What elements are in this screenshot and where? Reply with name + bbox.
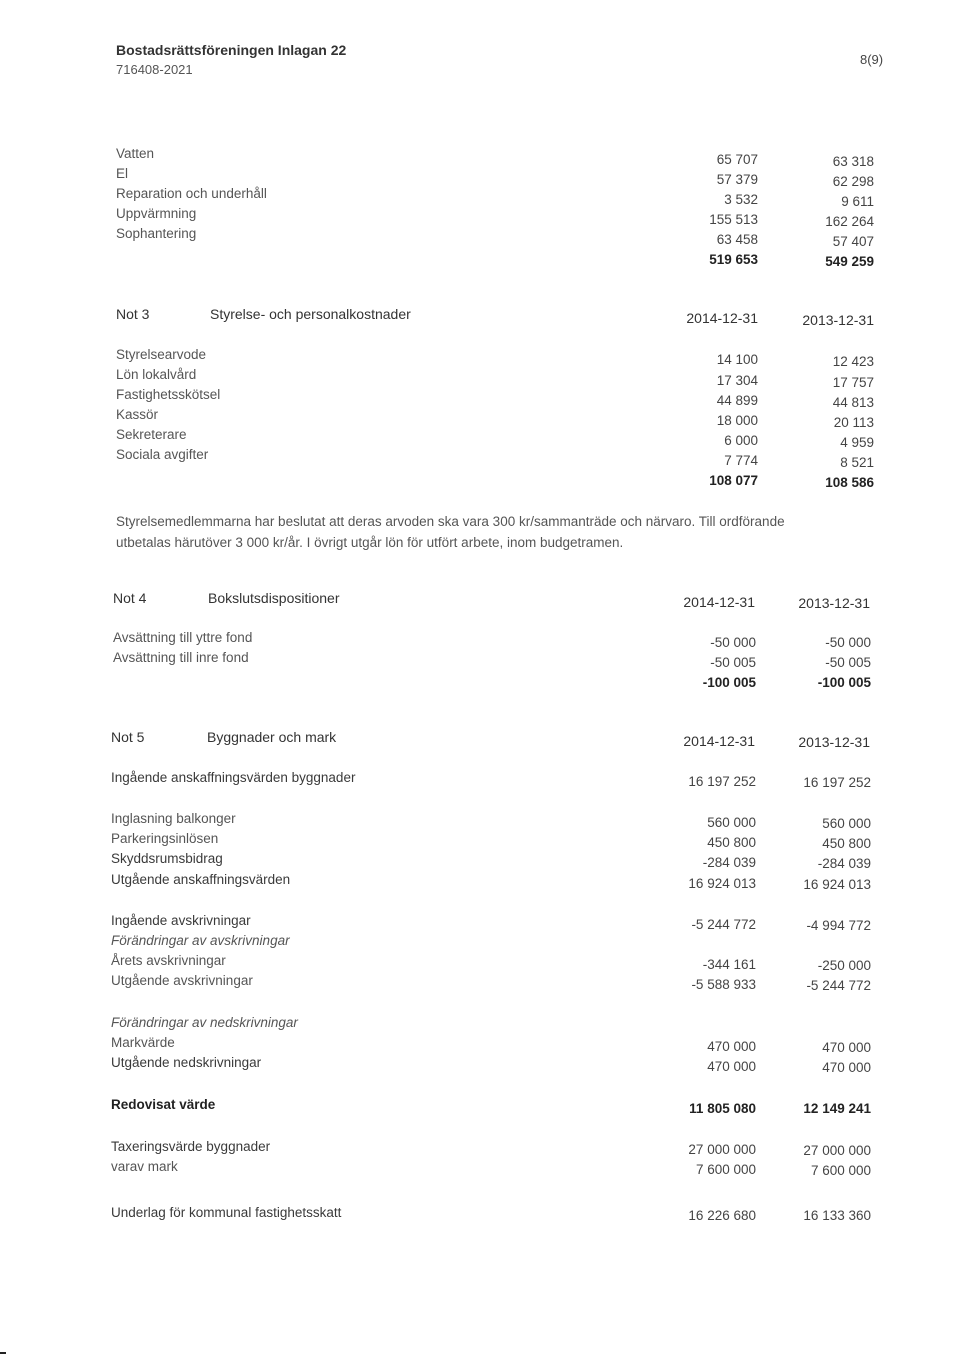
value-2013: 470 000 [822,1060,871,1075]
value-2013: 16 924 013 [803,877,871,892]
board-fee-text: Styrelsemedlemmarna har beslutat att deras arvoden ska vara 300 kr/sammanträde och närvaro. Till ordförande [116,514,785,529]
organization-number: 716408-2021 [116,62,193,77]
row-label: Lön lokalvård [116,367,197,382]
value-2014: -344 161 [702,957,756,972]
value-2013: 560 000 [822,816,871,831]
value-2014: 16 924 013 [688,876,756,891]
value-2014: -5 244 772 [691,917,756,932]
value-2014: -284 039 [702,855,756,870]
row-label: Avsättning till yttre fond [113,630,253,645]
row-label: varav mark [111,1159,178,1174]
value-2014: 470 000 [707,1059,756,1074]
total-2014: 11 805 080 [689,1101,756,1116]
row-label: El [116,166,129,181]
note-title: Byggnader och mark [207,729,337,745]
row-label: Parkeringsinlösen [111,831,219,846]
note-title: Bokslutsdispositioner [208,590,340,606]
value-2014: 155 513 [709,212,758,227]
value-2013: 7 600 000 [810,1163,871,1178]
row-label: Sociala avgifter [116,447,209,462]
row-label: Fastighetsskötsel [116,387,221,402]
column-header-2013: 2013-12-31 [802,312,874,328]
value-2013: 57 407 [832,234,874,249]
value-2013: 450 800 [822,836,871,851]
value-2014: 63 458 [716,232,758,247]
row-label: Ingående anskaffningsvärden byggnader [111,770,356,785]
total-2013: 549 259 [825,254,874,269]
row-label: Skyddsrumsbidrag [111,851,223,866]
value-2013: -250 000 [817,958,871,973]
value-2013: -50 000 [825,635,871,650]
value-2013: 8 521 [840,455,874,470]
row-label: Vatten [116,146,155,161]
value-2014: 27 000 000 [688,1142,756,1157]
value-2014: 450 800 [707,835,756,850]
row-label: Utgående anskaffningsvärden [111,872,291,887]
value-2013: -50 005 [825,655,871,670]
value-2014: 18 000 [716,413,758,428]
row-label: Avsättning till inre fond [113,650,249,665]
value-2013: 63 318 [832,154,874,169]
value-2013: -5 244 772 [806,978,871,993]
organization-name: Bostadsrättsföreningen Inlagan 22 [116,42,347,58]
value-2014: 44 899 [716,393,758,408]
value-2014: 3 532 [724,192,758,207]
total-2013: -100 005 [817,675,871,690]
page-number: 8(9) [860,52,884,67]
value-2014: 560 000 [707,815,756,830]
row-label: Uppvärmning [116,206,197,221]
row-label: Ingående avskrivningar [111,913,251,928]
value-2013: 16 197 252 [803,775,871,790]
value-2013: 9 611 [841,194,874,209]
scan-edge-mark [0,1352,6,1354]
row-label: Sekreterare [116,427,187,442]
value-2014: -50 000 [710,635,756,650]
value-2013: 16 133 360 [803,1208,871,1223]
value-2014: -5 588 933 [691,977,756,992]
row-label: Sophantering [116,226,197,241]
note-title: Styrelse- och personalkostnader [210,306,411,322]
value-2014: 57 379 [716,172,758,187]
board-fee-text: utbetalas härutöver 3 000 kr/år. I övrigt utgår lön för utfört arbete, inom budgetramen. [116,535,624,550]
note-label: Not 5 [111,729,145,745]
value-2014: 65 707 [716,152,758,167]
total-2014: -100 005 [702,675,756,690]
value-2014: 17 304 [716,373,758,388]
row-label: Kassör [116,407,159,422]
value-2014: 7 600 000 [695,1162,756,1177]
value-2013: 44 813 [832,395,874,410]
column-header-2014: 2014-12-31 [683,594,755,610]
row-label: Inglasning balkonger [111,811,236,826]
value-2013: 12 423 [832,354,874,369]
row-label: Redovisat värde [111,1097,216,1112]
row-label: Förändringar av nedskrivningar [111,1015,298,1030]
column-header-2013: 2013-12-31 [798,595,870,611]
row-label: Reparation och underhåll [116,186,267,201]
value-2014: 6 000 [724,433,758,448]
value-2014: 7 774 [724,453,758,468]
value-2013: 470 000 [822,1040,871,1055]
column-header-2013: 2013-12-31 [798,734,870,750]
column-header-2014: 2014-12-31 [686,310,758,326]
value-2013: -4 994 772 [806,918,871,933]
value-2014: -50 005 [710,655,756,670]
value-2014: 14 100 [716,352,758,367]
value-2013: 62 298 [832,174,874,189]
total-2014: 108 077 [709,473,758,488]
value-2014: 16 226 680 [688,1208,756,1223]
row-label: Styrelsearvode [116,347,207,362]
row-label: Förändringar av avskrivningar [111,933,290,948]
value-2013: -284 039 [817,856,871,871]
row-label: Taxeringsvärde byggnader [111,1139,271,1154]
value-2013: 27 000 000 [803,1143,871,1158]
value-2013: 20 113 [833,415,874,430]
row-label: Underlag för kommunal fastighetsskatt [111,1205,342,1220]
column-header-2014: 2014-12-31 [683,733,755,749]
total-2013: 12 149 241 [803,1101,871,1116]
value-2013: 162 264 [825,214,874,229]
note-label: Not 3 [116,306,150,322]
row-label: Årets avskrivningar [111,953,226,968]
row-label: Utgående nedskrivningar [111,1055,262,1070]
value-2013: 17 757 [832,375,874,390]
row-label: Utgående avskrivningar [111,973,253,988]
total-2013: 108 586 [825,475,874,490]
row-label: Markvärde [111,1035,175,1050]
value-2014: 470 000 [707,1039,756,1054]
value-2013: 4 959 [840,435,874,450]
note-label: Not 4 [113,590,147,606]
total-2014: 519 653 [709,252,758,267]
value-2014: 16 197 252 [688,774,756,789]
